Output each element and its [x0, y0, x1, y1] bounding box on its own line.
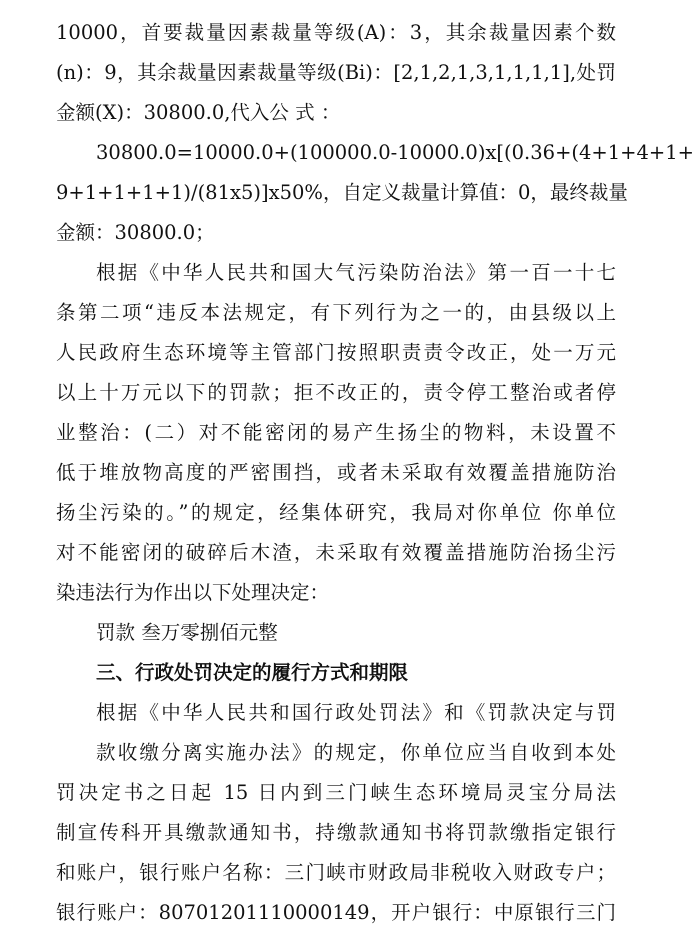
section-heading: 三、行政处罚决定的履行方式和期限	[96, 661, 409, 684]
text-line: 扬尘污染的。”的规定，经集体研究，我局对你单位 你单位	[56, 501, 616, 524]
text-line: 罚决定书之日起 15 日内到三门峡生态环境局灵宝分局法	[56, 781, 616, 804]
text-line: 制宣传科开具缴款通知书，持缴款通知书将罚款缴指定银行	[56, 821, 616, 844]
text-line: 款收缴分离实施办法》的规定，你单位应当自收到本处	[96, 741, 616, 764]
text-line: 染违法行为作出以下处理决定：	[56, 581, 330, 604]
text-line: 低于堆放物高度的严密围挡，或者未采取有效覆盖措施防治	[56, 461, 616, 484]
text-line: 人民政府生态环境等主管部门按照职责责令改正，处一万元	[56, 341, 616, 364]
formula-line: 9+1+1+1+1)/(81x5)]x50%，自定义裁量计算值：0，最终裁量	[56, 181, 628, 204]
text-line: 业整治：(二）对不能密闭的易产生扬尘的物料，未设置不	[56, 421, 616, 444]
text-line: 根据《中华人民共和国行政处罚法》和《罚款决定与罚	[96, 701, 616, 724]
text-line: 根据《中华人民共和国大气污染防治法》第一百一十七	[96, 261, 616, 284]
text-line: 条第二项“违反本法规定，有下列行为之一的，由县级以上	[56, 301, 616, 324]
text-line: 10000，首要裁量因素裁量等级(A)：3，其余裁量因素个数	[56, 21, 616, 44]
text-line: (n)：9，其余裁量因素裁量等级(Bi)：[2,1,2,1,3,1,1,1,1],处罚	[56, 61, 616, 84]
text-line: 对不能密闭的破碎后木渣，未采取有效覆盖措施防治扬尘污	[56, 541, 616, 564]
text-line: 银行账户：80701201110000149，开户银行：中原银行三门	[56, 901, 616, 924]
text-line: 和账户，银行账户名称：三门峡市财政局非税收入财政专户；	[56, 861, 616, 884]
formula-line: 30800.0=10000.0+(100000.0-10000.0)x[(0.36+(4+1+4+1+	[96, 141, 694, 164]
text-line: 金额(X)：30800.0,代入公 式 ：	[56, 101, 341, 124]
text-line: 以上十万元以下的罚款；拒不改正的，责令停工整治或者停	[56, 381, 616, 404]
text-line: 金额：30800.0；	[56, 221, 215, 244]
penalty-amount: 罚款 叁万零捌佰元整	[96, 621, 278, 644]
